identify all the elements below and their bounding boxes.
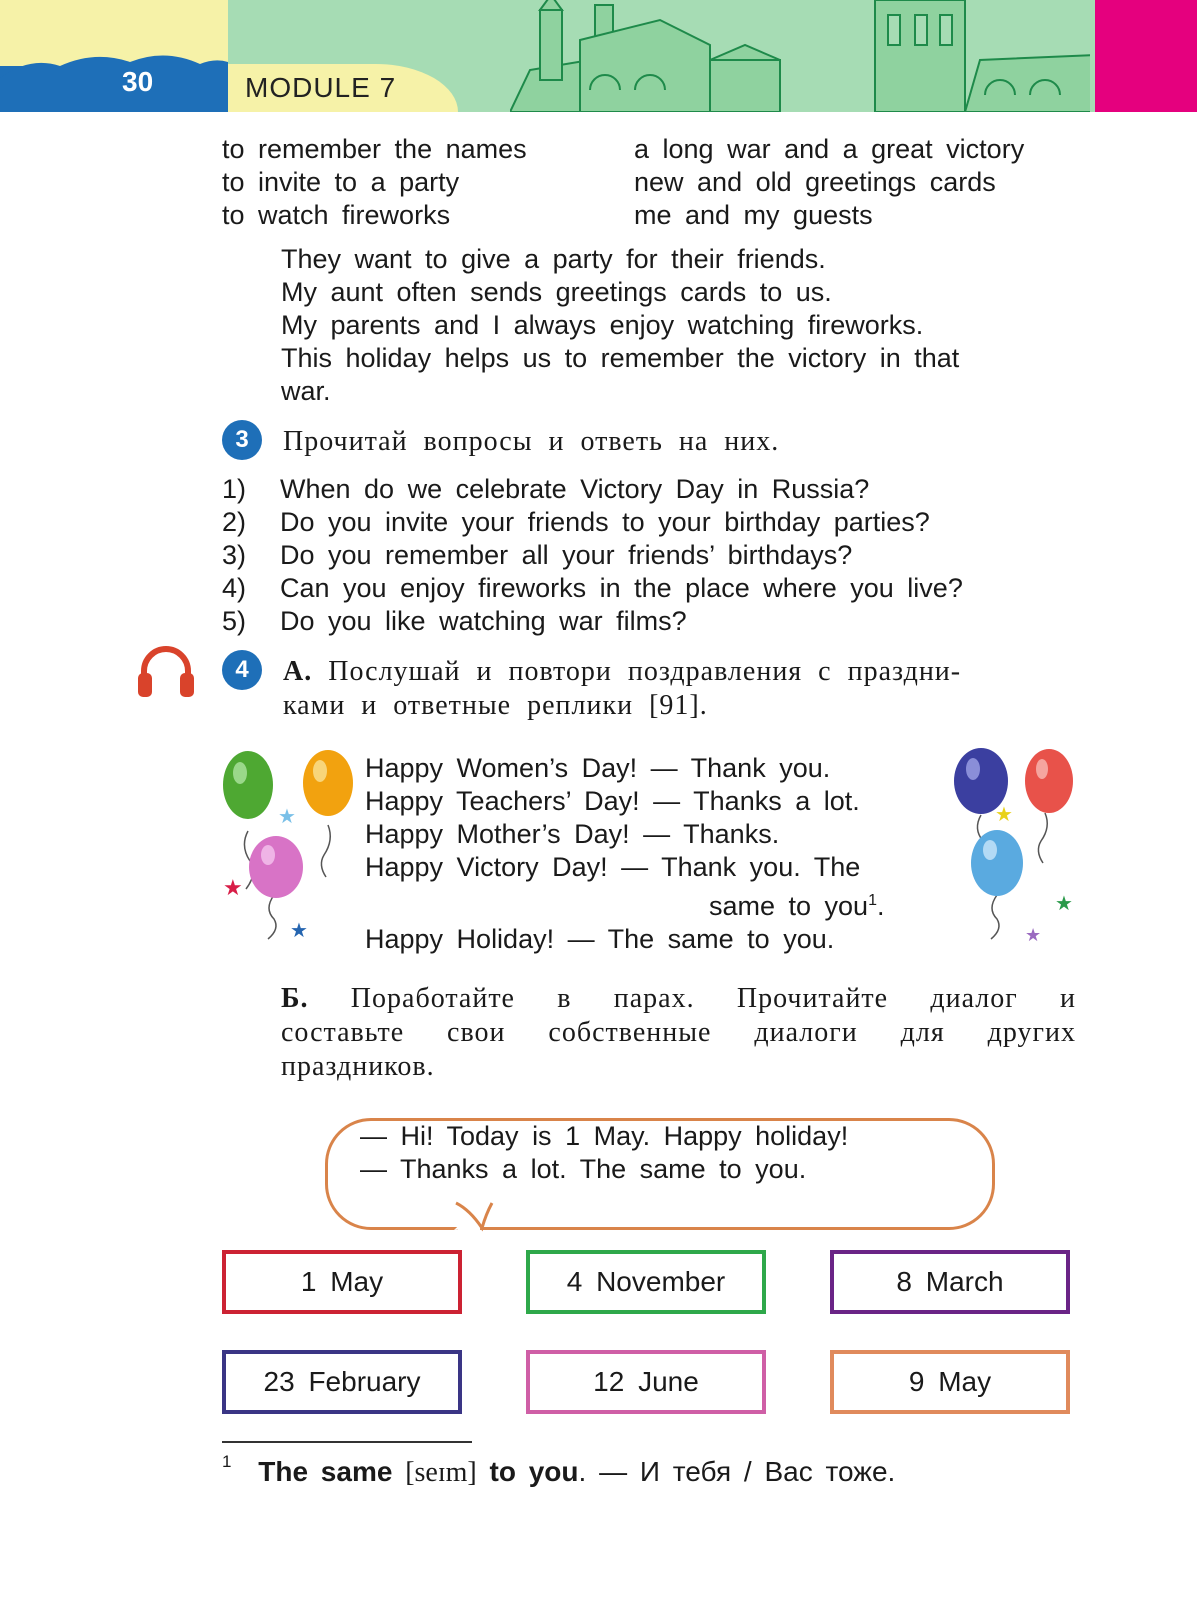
reply: The same to you. — [607, 924, 835, 954]
date-box[interactable]: 9 May — [830, 1350, 1070, 1414]
dash: — — [643, 819, 671, 849]
phrase-item: to watch fireworks — [222, 200, 451, 230]
part-a-label: А. — [283, 656, 313, 687]
dash: — — [567, 924, 595, 954]
greeting-row — [365, 785, 885, 818]
footnote-phrase: to you — [489, 1456, 579, 1487]
greeting-row — [365, 884, 885, 923]
date-box[interactable]: 23 February — [222, 1350, 462, 1414]
question-text: Do you remember all your friends’ birthdays? — [280, 540, 853, 570]
question-number: 1) — [222, 474, 247, 504]
question-item — [222, 605, 963, 638]
footnote-marker: 1 — [222, 1452, 232, 1471]
phrases-left-column — [222, 133, 527, 232]
example-sentences — [281, 243, 959, 408]
sentence: They want to give a party for their friends. — [281, 244, 826, 274]
svg-text:★: ★ — [278, 806, 296, 828]
greeting: Happy Victory Day! — [365, 852, 608, 882]
greeting-row — [365, 752, 885, 785]
reply: Thanks a lot. — [693, 786, 860, 816]
module-label: MODULE 7 — [245, 72, 397, 103]
question-item — [222, 539, 963, 572]
svg-text:★: ★ — [1025, 925, 1042, 945]
exercise-4-badge: 4 — [222, 650, 262, 690]
question-text: Do you like watching war films? — [280, 606, 687, 636]
part-b-line: Поработайте в парах. Прочитайте диалог и — [350, 983, 1076, 1014]
sentence: This holiday helps us to remember the victory in that — [281, 343, 960, 373]
phrase-item: new and old greetings cards — [634, 167, 996, 197]
reply: same to you — [709, 891, 869, 921]
reply: Thank you. — [690, 753, 831, 783]
footnote-marker: 1 — [868, 892, 877, 909]
exercise-4a-instruction — [283, 655, 961, 723]
transcription: [seɪm] — [405, 1457, 477, 1488]
question-text: Can you enjoy fireworks in the place where you live? — [280, 573, 963, 603]
speech-bubble-tail — [450, 1200, 510, 1236]
greeting-row — [365, 923, 885, 956]
exercise-3-questions — [222, 473, 963, 638]
greetings-list — [365, 752, 885, 956]
exercise-4b-instruction — [281, 982, 1076, 1084]
exercise-3-instruction: Прочитай вопросы и ответь на них. — [283, 426, 780, 457]
date-box[interactable]: 1 May — [222, 1250, 462, 1314]
footnote-divider — [222, 1441, 472, 1443]
footnote-translation: . — И тебя / Вас тоже. — [578, 1456, 896, 1487]
page-number: 30 — [122, 66, 154, 97]
part-a-line: ками и ответные реплики [91]. — [283, 690, 708, 721]
part-b-line: составьте свои собственные диалоги для других — [281, 1017, 1076, 1048]
reply: Thanks. — [683, 819, 780, 849]
sentence: war. — [281, 376, 331, 406]
greeting: Happy Mother’s Day! — [365, 819, 630, 849]
greeting-row — [365, 818, 885, 851]
question-item — [222, 572, 963, 605]
dash: — — [650, 753, 678, 783]
question-item — [222, 506, 963, 539]
footnote-phrase: The same — [258, 1456, 393, 1487]
headphones-icon[interactable] — [136, 643, 196, 699]
question-number: 5) — [222, 606, 247, 636]
svg-text:★: ★ — [1055, 893, 1073, 915]
dash: — — [621, 852, 649, 882]
part-a-line: Послушай и повтори поздравления с праздни- — [328, 656, 962, 687]
question-number: 4) — [222, 573, 247, 603]
phrase-item: to invite to a party — [222, 167, 460, 197]
greeting: Happy Women’s Day! — [365, 753, 638, 783]
svg-text:★: ★ — [995, 804, 1013, 826]
date-box[interactable]: 8 March — [830, 1250, 1070, 1314]
question-number: 3) — [222, 540, 247, 570]
question-text: When do we celebrate Victory Day in Russia? — [280, 474, 870, 504]
svg-text:★: ★ — [223, 875, 243, 900]
greeting: Happy Teachers’ Day! — [365, 786, 640, 816]
date-box[interactable]: 12 June — [526, 1350, 766, 1414]
question-item — [222, 473, 963, 506]
date-box[interactable]: 4 November — [526, 1250, 766, 1314]
wave-shape — [0, 48, 228, 94]
phrase-item: to remember the names — [222, 134, 527, 164]
reply: Thank you. The — [661, 852, 861, 882]
sentence: My parents and I always enjoy watching fireworks. — [281, 310, 924, 340]
phrase-item: a long war and a great victory — [634, 134, 1025, 164]
header-band-magenta — [1095, 0, 1197, 112]
dialog-line: — Hi! Today is 1 May. Happy holiday! — [360, 1121, 849, 1151]
phrases-right-column — [634, 133, 1024, 232]
balloons-left-illustration — [218, 745, 358, 945]
part-b-label: Б. — [281, 983, 309, 1014]
dialog-lines — [360, 1120, 848, 1186]
question-text: Do you invite your friends to your birthday parties? — [280, 507, 930, 537]
dialog-line: — Thanks a lot. The same to you. — [360, 1154, 807, 1184]
city-skyline-illustration — [510, 0, 1090, 112]
question-number: 2) — [222, 507, 247, 537]
header-wave-blue — [0, 66, 228, 112]
dash: — — [653, 786, 681, 816]
balloons-right-illustration — [945, 745, 1085, 945]
footnote — [222, 1452, 895, 1489]
sentence: My aunt often sends greetings cards to us. — [281, 277, 832, 307]
svg-text:★: ★ — [290, 920, 308, 942]
part-b-line: праздников. — [281, 1051, 435, 1082]
greeting: Happy Holiday! — [365, 924, 555, 954]
exercise-3-badge: 3 — [222, 420, 262, 460]
greeting-row — [365, 851, 885, 884]
phrase-item: me and my guests — [634, 200, 873, 230]
reply-period: . — [876, 891, 885, 921]
